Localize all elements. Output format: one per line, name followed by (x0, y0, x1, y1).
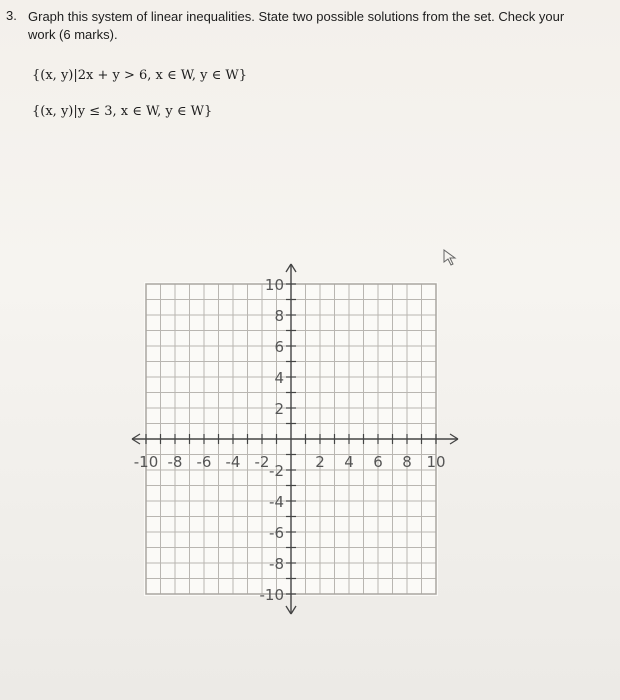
y-tick-label: -2 (269, 462, 284, 480)
pointer-cursor-icon (444, 250, 455, 265)
y-tick-label: 4 (274, 369, 284, 387)
y-tick-label: 2 (274, 400, 284, 418)
x-tick-label: 10 (426, 453, 446, 471)
x-tick-label: -2 (254, 453, 270, 471)
x-tick-label: -4 (225, 453, 241, 471)
y-tick-label: 6 (274, 338, 284, 356)
x-tick-label: -10 (133, 453, 159, 471)
question-text: Graph this system of linear inequalities. State two possible solutions from the set. Check your work (6 marks). (28, 9, 565, 42)
x-tick-label: 8 (402, 453, 412, 471)
inequality-2: {(x, y)|y ≤ 3, x ∈ W, y ∈ W} (32, 104, 213, 119)
x-tick-label: 6 (373, 453, 383, 471)
y-tick-label: -10 (259, 586, 284, 604)
x-tick-label: -6 (196, 453, 212, 471)
y-tick-label: 10 (264, 276, 284, 294)
y-tick-label: -4 (269, 493, 284, 511)
y-tick-label: -8 (269, 555, 284, 573)
y-tick-label: 8 (274, 307, 284, 325)
inequality-1: {(x, y)|2x + y > 6, x ∈ W, y ∈ W} (32, 68, 247, 83)
y-tick-label: -6 (269, 524, 284, 542)
x-tick-label: -8 (167, 453, 183, 471)
x-tick-label: 4 (344, 453, 354, 471)
question-number: 3. (6, 8, 17, 23)
x-tick-label: 2 (315, 453, 325, 471)
